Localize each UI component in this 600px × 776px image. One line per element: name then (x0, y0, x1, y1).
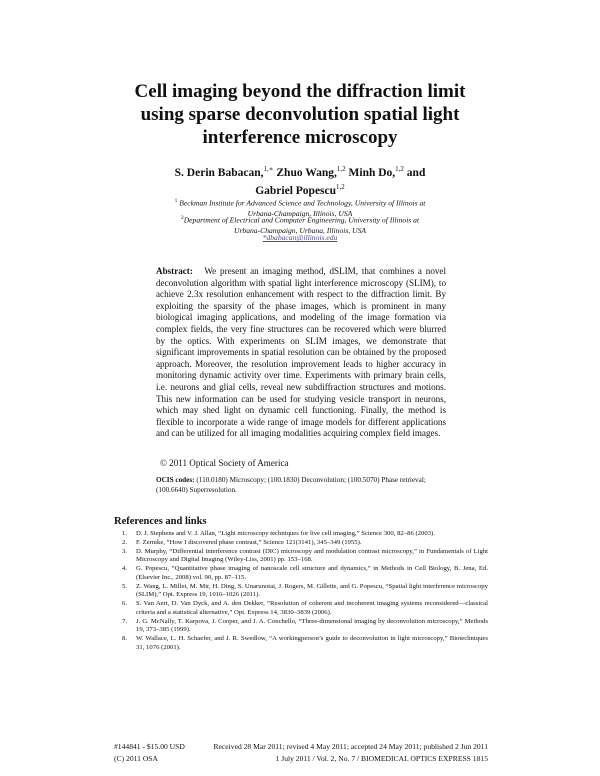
reference-list (114, 530, 488, 653)
reference-text: D. J. Stephens and V. J. Allan, “Light microscopy techniques for live cell imaging,” Science 300, 82–86 (2003). (136, 530, 435, 537)
author-name: S. Derin Babacan, (174, 166, 264, 179)
title-line: interference microscopy (202, 127, 398, 148)
reference-item (114, 600, 488, 617)
footer-journal: 1 July 2011 / Vol. 2, No. 7 / BIOMEDICAL OPTICS EXPRESS 1815 (275, 754, 488, 763)
title-line: Cell imaging beyond the diffraction limit (134, 81, 466, 102)
corresponding-email-link[interactable]: *dbabacan@illinois.edu (262, 233, 338, 242)
author-line-2 (0, 180, 600, 198)
author-line-1 (0, 162, 600, 180)
paper-title (0, 80, 600, 149)
footer-price: #144841 - $15.00 USD (114, 742, 185, 751)
reference-text: D. Murphy, “Differential interference contrast (DIC) microscopy and modulation contrast microscopy,” in Fundamentals of Light Microscopy and Digital Imaging (Wiley-Liss, 2001) pp. 153–168. (136, 547, 488, 564)
reference-item (114, 618, 488, 635)
affiliation-line: Beckman Institute for Advanced Science and Technology, University of Illinois at (179, 198, 426, 208)
author-conjunction: and (403, 166, 426, 179)
author-list (0, 162, 600, 198)
footer-dates: Received 28 Mar 2011; revised 4 May 2011; accepted 24 May 2011; published 2 Jun 2011 (213, 742, 488, 751)
reference-item (114, 583, 488, 600)
reference-number: 5. (122, 582, 128, 590)
abstract (156, 266, 446, 440)
reference-number: 7. (122, 617, 128, 625)
author-affil-mark: 1,∗ (263, 165, 274, 173)
reference-item (114, 539, 488, 548)
affiliation-mark: 1 (174, 198, 178, 204)
abstract-text: We present an imaging method, dSLIM, that combines a novel deconvolution algorithm with spatial light interference microscopy (SLIM), to achieve 2.3x resolution enhancement with respect to the diffraction limit. By exploiting the sparsity of the phase images, which is prominent in many biological imaging applications, and modeling of the image formation via complex fields, the very fine structures can be recovered which were blurred by the optics. With experiments on SLIM images, we demonstrate that significant improvements in spatial resolution can be obtained by the proposed approach. Moreover, the resolution improvement leads to higher accuracy in monitoring dynamic activity over time. Experiments with primary brain cells, i.e. neurons and glial cells, reveal new subdiffraction structures and motions. This new information can be used for studying vesicle transport in neurons, which may shed light on dynamic cell functioning. Finally, the method is flexible to incorporate a wide range of image models for different applications and can be utilized for all imaging modalities acquiring complex field images. (156, 266, 446, 439)
reference-text: G. Popescu, “Quantitative phase imaging of nanoscale cell structure and dynamics,” in Methods in Cell Biology, B. Jena, Ed. (Elsevier Inc., 2008) vol. 90, pp. 87–115. (136, 565, 488, 581)
reference-text: W. Wallace, L. H. Schaefer, and J. R. Swedlow, “A workingperson’s guide to deconvolution in light microscopy,” Biotechniques 31, 1076 (2001). (136, 635, 488, 651)
affiliation-mark: 2 (180, 215, 184, 221)
reference-number: 8. (122, 635, 128, 643)
reference-number: 1. (122, 530, 128, 537)
footer-copyright: (C) 2011 OSA (114, 754, 159, 763)
author-affil-mark: 1,2 (336, 182, 345, 191)
reference-text: S. Van Aert, D. Van Dyck, and A. den Dekker, “Resolution of coherent and incoherent imaging systems reconsidered—classical criteria and a statistical alternative,” Opt. Express 14, 3830–3839 (2006). (136, 600, 488, 616)
affiliation-line: Urbana-Champaign, Urbana, Illinois, USA (233, 225, 367, 235)
author-affil-mark: 1,2 (336, 165, 346, 173)
reference-item (114, 565, 488, 582)
reference-number: 4. (122, 565, 128, 573)
reference-text: F. Zernike, “How I discovered phase contrast,” Science 121(3141), 345–349 (1955). (136, 538, 362, 546)
reference-number: 2. (122, 538, 128, 546)
affiliation-line: Urbana-Champaign, Illinois, USA (247, 208, 353, 218)
copyright-notice: © 2011 Optical Society of America (160, 458, 289, 468)
ocis-text: (110.0180) Microscopy; (100.1830) Deconvolution; (100.5070) Phase retrieval; (100.6640) Superresolution. (156, 476, 426, 494)
abstract-label: Abstract: (156, 266, 193, 276)
references-heading: References and links (114, 516, 207, 527)
ocis-label: OCIS codes: (156, 476, 195, 484)
reference-item (114, 635, 488, 652)
reference-number: 6. (122, 600, 128, 608)
author-name: Minh Do, (345, 166, 396, 179)
reference-item (114, 548, 488, 565)
reference-item (114, 530, 488, 539)
author-name: Gabriel Popescu (255, 184, 337, 197)
ocis-codes (156, 476, 456, 495)
reference-text: Z. Wang, L. Millet, M. Mir, H. Ding, S. Unarunotai, J. Rogers, M. Gillette, and G. Popescu, “Spatial light interference microscopy (SLIM),” Opt. Express 19, 1016–1026 (2011). (136, 582, 488, 599)
affiliation-line: Department of Electrical and Computer Engineering, University of Illinois at (183, 215, 420, 225)
reference-text: J. G. McNally, T. Karpova, J. Cooper, and J. A. Conchello, “Three-dimensional imaging by deconvolution microscopy,” Methods 19, 373–385 (1999). (136, 617, 488, 634)
author-affil-mark: 1,2 (395, 165, 404, 173)
reference-number: 3. (122, 547, 128, 555)
author-name: Zhuo Wang, (273, 166, 337, 179)
title-line: using sparse deconvolution spatial light (140, 104, 460, 125)
